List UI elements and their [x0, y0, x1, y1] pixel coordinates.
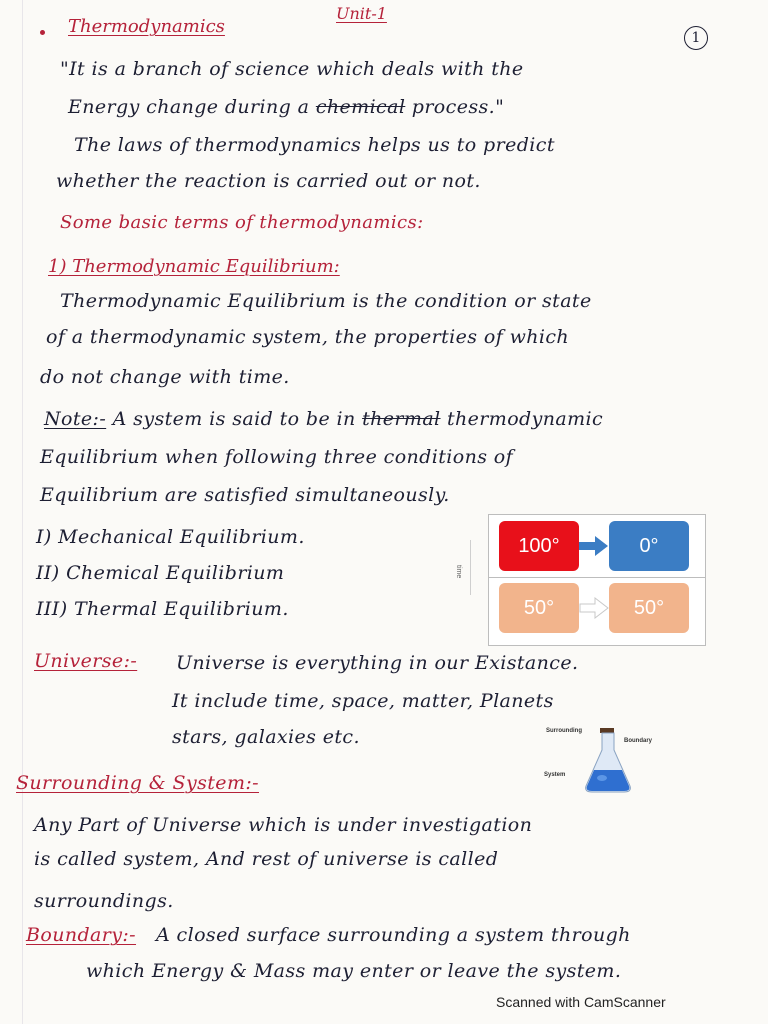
condition-mechanical: I) Mechanical Equilibrium. [36, 526, 305, 548]
heat-flow-arrow-icon [579, 535, 609, 557]
struck-word: chemical [315, 96, 406, 118]
hot-body: 100° [499, 521, 579, 571]
system-line-3: surroundings. [34, 890, 174, 912]
equilibrium-body-left: 50° [499, 583, 579, 633]
definition-line-4: whether the reaction is carried out or not. [56, 170, 481, 192]
definition-line-2-start: Energy change during a [68, 96, 310, 118]
universe-line-3: stars, galaxies etc. [172, 726, 360, 748]
time-axis-line [470, 540, 471, 595]
equilibrium-heading: 1) Thermodynamic Equilibrium: [48, 256, 340, 277]
note-line-3: Equilibrium are satisfied simultaneously. [40, 484, 450, 506]
flask-icon [580, 726, 636, 796]
note-label: Note:- [44, 408, 107, 430]
system-label: System [544, 772, 566, 778]
boundary-heading: Boundary:- [26, 924, 137, 946]
definition-line-1: "It is a branch of science which deals with the [60, 58, 524, 80]
universe-label: Universe:- [34, 650, 138, 672]
note-line-1 [44, 408, 603, 430]
condition-chemical: II) Chemical Equilibrium [36, 562, 285, 584]
system-line-2: is called system, And rest of universe is called [34, 848, 499, 870]
page-title: Thermodynamics [68, 16, 225, 37]
note-struck-word: thermal [362, 408, 441, 430]
diagram-divider [489, 577, 705, 578]
universe-line-1: Universe is everything in our Existance. [176, 652, 579, 674]
note-line-1-end: thermodynamic [446, 408, 604, 430]
definition-line-2-end: process." [411, 96, 505, 118]
equilibrium-diagram [488, 514, 706, 646]
scanner-watermark: Scanned with CamScanner [496, 994, 666, 1010]
definition-line-2 [68, 96, 504, 118]
surrounding-label: Surrounding [546, 728, 582, 734]
boundary-line-1: A closed surface surrounding a system through [156, 924, 631, 946]
equilibrium-body-right: 50° [609, 583, 689, 633]
basic-terms-heading: Some basic terms of thermodynamics: [60, 212, 424, 233]
time-axis-label: time [455, 565, 462, 579]
boundary-line-2: which Energy & Mass may enter or leave the system. [86, 960, 622, 982]
note-line-1-start: A system is said to be in [112, 408, 356, 430]
equilibrium-line-1: Thermodynamic Equilibrium is the condition or state [60, 290, 592, 312]
boundary-label: Boundary [624, 738, 653, 744]
flask-illustration [540, 726, 660, 800]
equilibrium-line-2: of a thermodynamic system, the properties of which [46, 326, 570, 348]
condition-thermal: III) Thermal Equilibrium. [36, 598, 289, 620]
equilibrium-line-3: do not change with time. [40, 366, 290, 388]
no-flow-arrow-icon [579, 597, 609, 619]
system-line-1: Any Part of Universe which is under investigation [34, 814, 533, 836]
unit-label: Unit-1 [336, 4, 387, 23]
note-line-2: Equilibrium when following three conditions of [40, 446, 514, 468]
title-bullet [40, 30, 45, 35]
definition-line-3: The laws of thermodynamics helps us to predict [74, 134, 555, 156]
margin-line [22, 0, 23, 1024]
universe-line-2: It include time, space, matter, Planets [172, 690, 554, 712]
page-number: 1 [684, 26, 708, 50]
surrounding-system-heading: Surrounding & System:- [16, 772, 259, 794]
cold-body: 0° [609, 521, 689, 571]
